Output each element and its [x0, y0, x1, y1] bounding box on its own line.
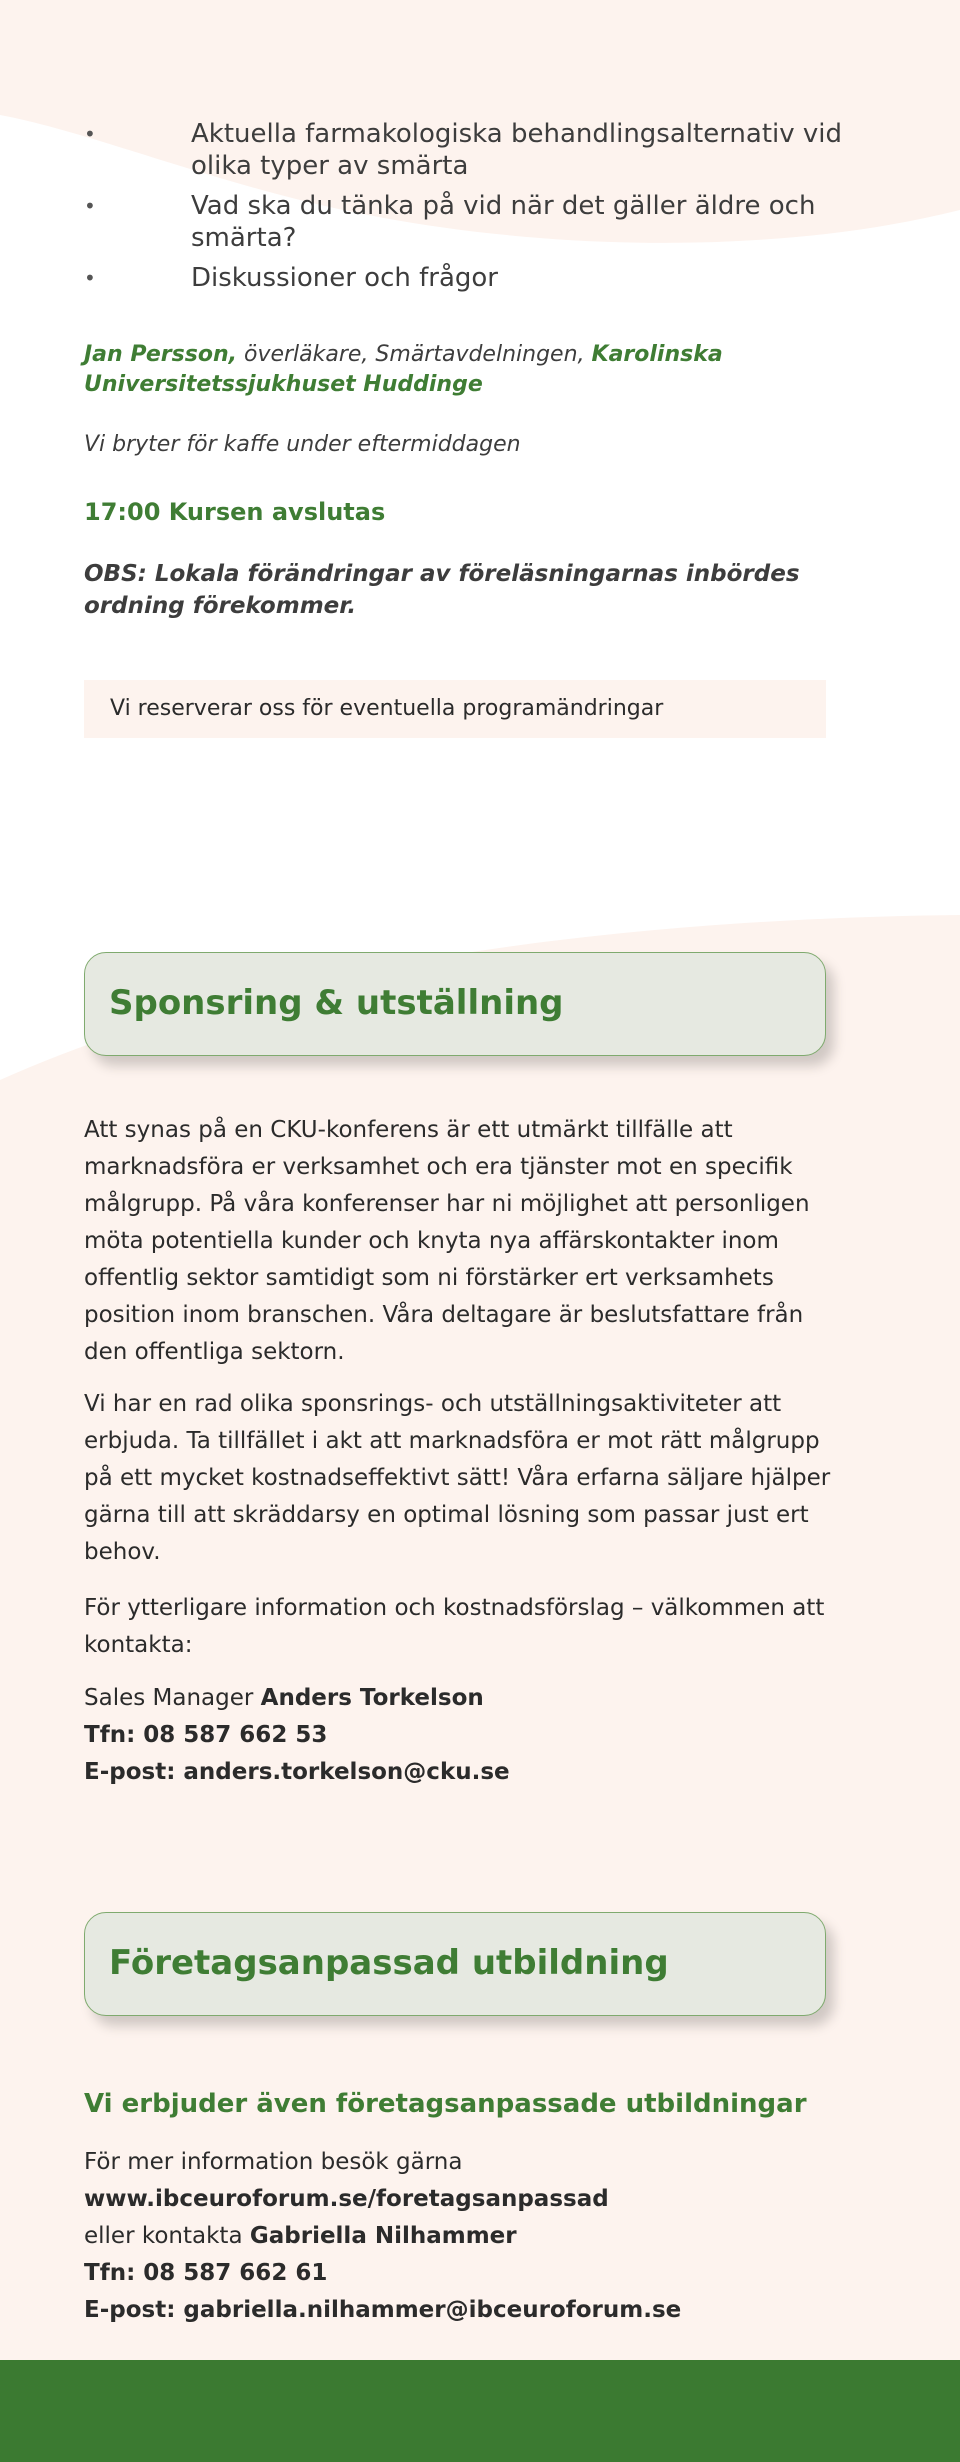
- contact-line: [84, 2218, 844, 2255]
- sponsoring-heading: Sponsring & utställning: [109, 983, 564, 1023]
- info-line: För mer information besök gärna: [84, 2149, 463, 2175]
- contact-name: Gabriella Nilhammer: [249, 2223, 517, 2249]
- sponsoring-heading-box: [84, 952, 826, 1056]
- topic-bullet-list: [84, 118, 844, 302]
- bullet-dot-icon: •: [84, 194, 96, 218]
- list-item: • Vad ska du tänka på vid när det gäller äldre och smärta?: [84, 191, 816, 253]
- contact-phone[interactable]: Tfn: 08 587 662 53: [84, 1722, 328, 1748]
- contact-email[interactable]: E-post: gabriella.nilhammer@ibceuroforum.se: [84, 2297, 682, 2323]
- sponsoring-contact: [84, 1680, 844, 1791]
- coffee-break-note: Vi bryter för kaffe under eftermiddagen: [84, 432, 521, 457]
- contact-email[interactable]: E-post: anders.torkelson@cku.se: [84, 1759, 510, 1785]
- company-training-subheading: Vi erbjuder även företagsanpassade utbildningar: [84, 2089, 807, 2119]
- contact-line: [84, 1680, 844, 1717]
- obs-note: OBS: Lokala förändringar av föreläsningarnas inbördes ordning förekommer.: [84, 561, 800, 619]
- course-end-time: 17:00 Kursen avslutas: [84, 498, 386, 526]
- training-url-link[interactable]: www.ibceuroforum.se/foretagsanpassad: [84, 2186, 609, 2212]
- sponsoring-paragraph-1: Att synas på en CKU-konferens är ett utmärkt tillfälle att marknadsföra er verksamhet och era tjänster mot en specifik målgrupp. På våra konferenser har ni möjlighet att personligen möta potentiella kunder och knyta nya affärskontakter inom offentlig sektor samtidigt som ni förstärker ert verksamhets position inom branschen. Våra deltagare är beslutsfattare från den offentliga sektorn.: [84, 1117, 810, 1365]
- contact-phone[interactable]: Tfn: 08 587 662 61: [84, 2260, 328, 2286]
- company-training-heading-box: [84, 1912, 826, 2016]
- list-item: • Diskussioner och frågor: [84, 263, 498, 293]
- contact-title: Sales Manager: [84, 1685, 261, 1711]
- speaker-credit: [84, 340, 844, 400]
- speaker-role: överläkare, Smärtavdelningen,: [236, 342, 592, 367]
- sponsoring-paragraph-3: För ytterligare information och kostnadsförslag – välkommen att kontakta:: [84, 1595, 825, 1658]
- speaker-organization: Karolinska Universitetssjukhuset Huddinge: [84, 342, 723, 397]
- notice-text: Vi reserverar oss för eventuella programändringar: [110, 696, 664, 721]
- speaker-name: Jan Persson,: [84, 342, 237, 367]
- program-change-notice: [84, 680, 826, 738]
- sponsoring-paragraph-2: Vi har en rad olika sponsrings- och utställningsaktiviteter att erbjuda. Ta tillfället i akt att marknadsföra er mot rätt målgrupp på ett mycket kostnadseffektivt sätt! Våra erfarna säljare hjälper gärna till att skräddarsy en optimal lösning som passar just ert behov.: [84, 1391, 831, 1565]
- list-item: • Aktuella farmakologiska behandlingsalternativ vid olika typer av smärta: [84, 119, 843, 181]
- bullet-dot-icon: •: [84, 266, 96, 290]
- company-training-heading: Företagsanpassad utbildning: [109, 1943, 669, 1983]
- contact-name: Anders Torkelson: [260, 1685, 484, 1711]
- footer-band: [0, 2360, 960, 2462]
- bullet-dot-icon: •: [84, 122, 96, 146]
- company-training-contact: [84, 2144, 844, 2329]
- contact-prefix: eller kontakta: [84, 2223, 250, 2249]
